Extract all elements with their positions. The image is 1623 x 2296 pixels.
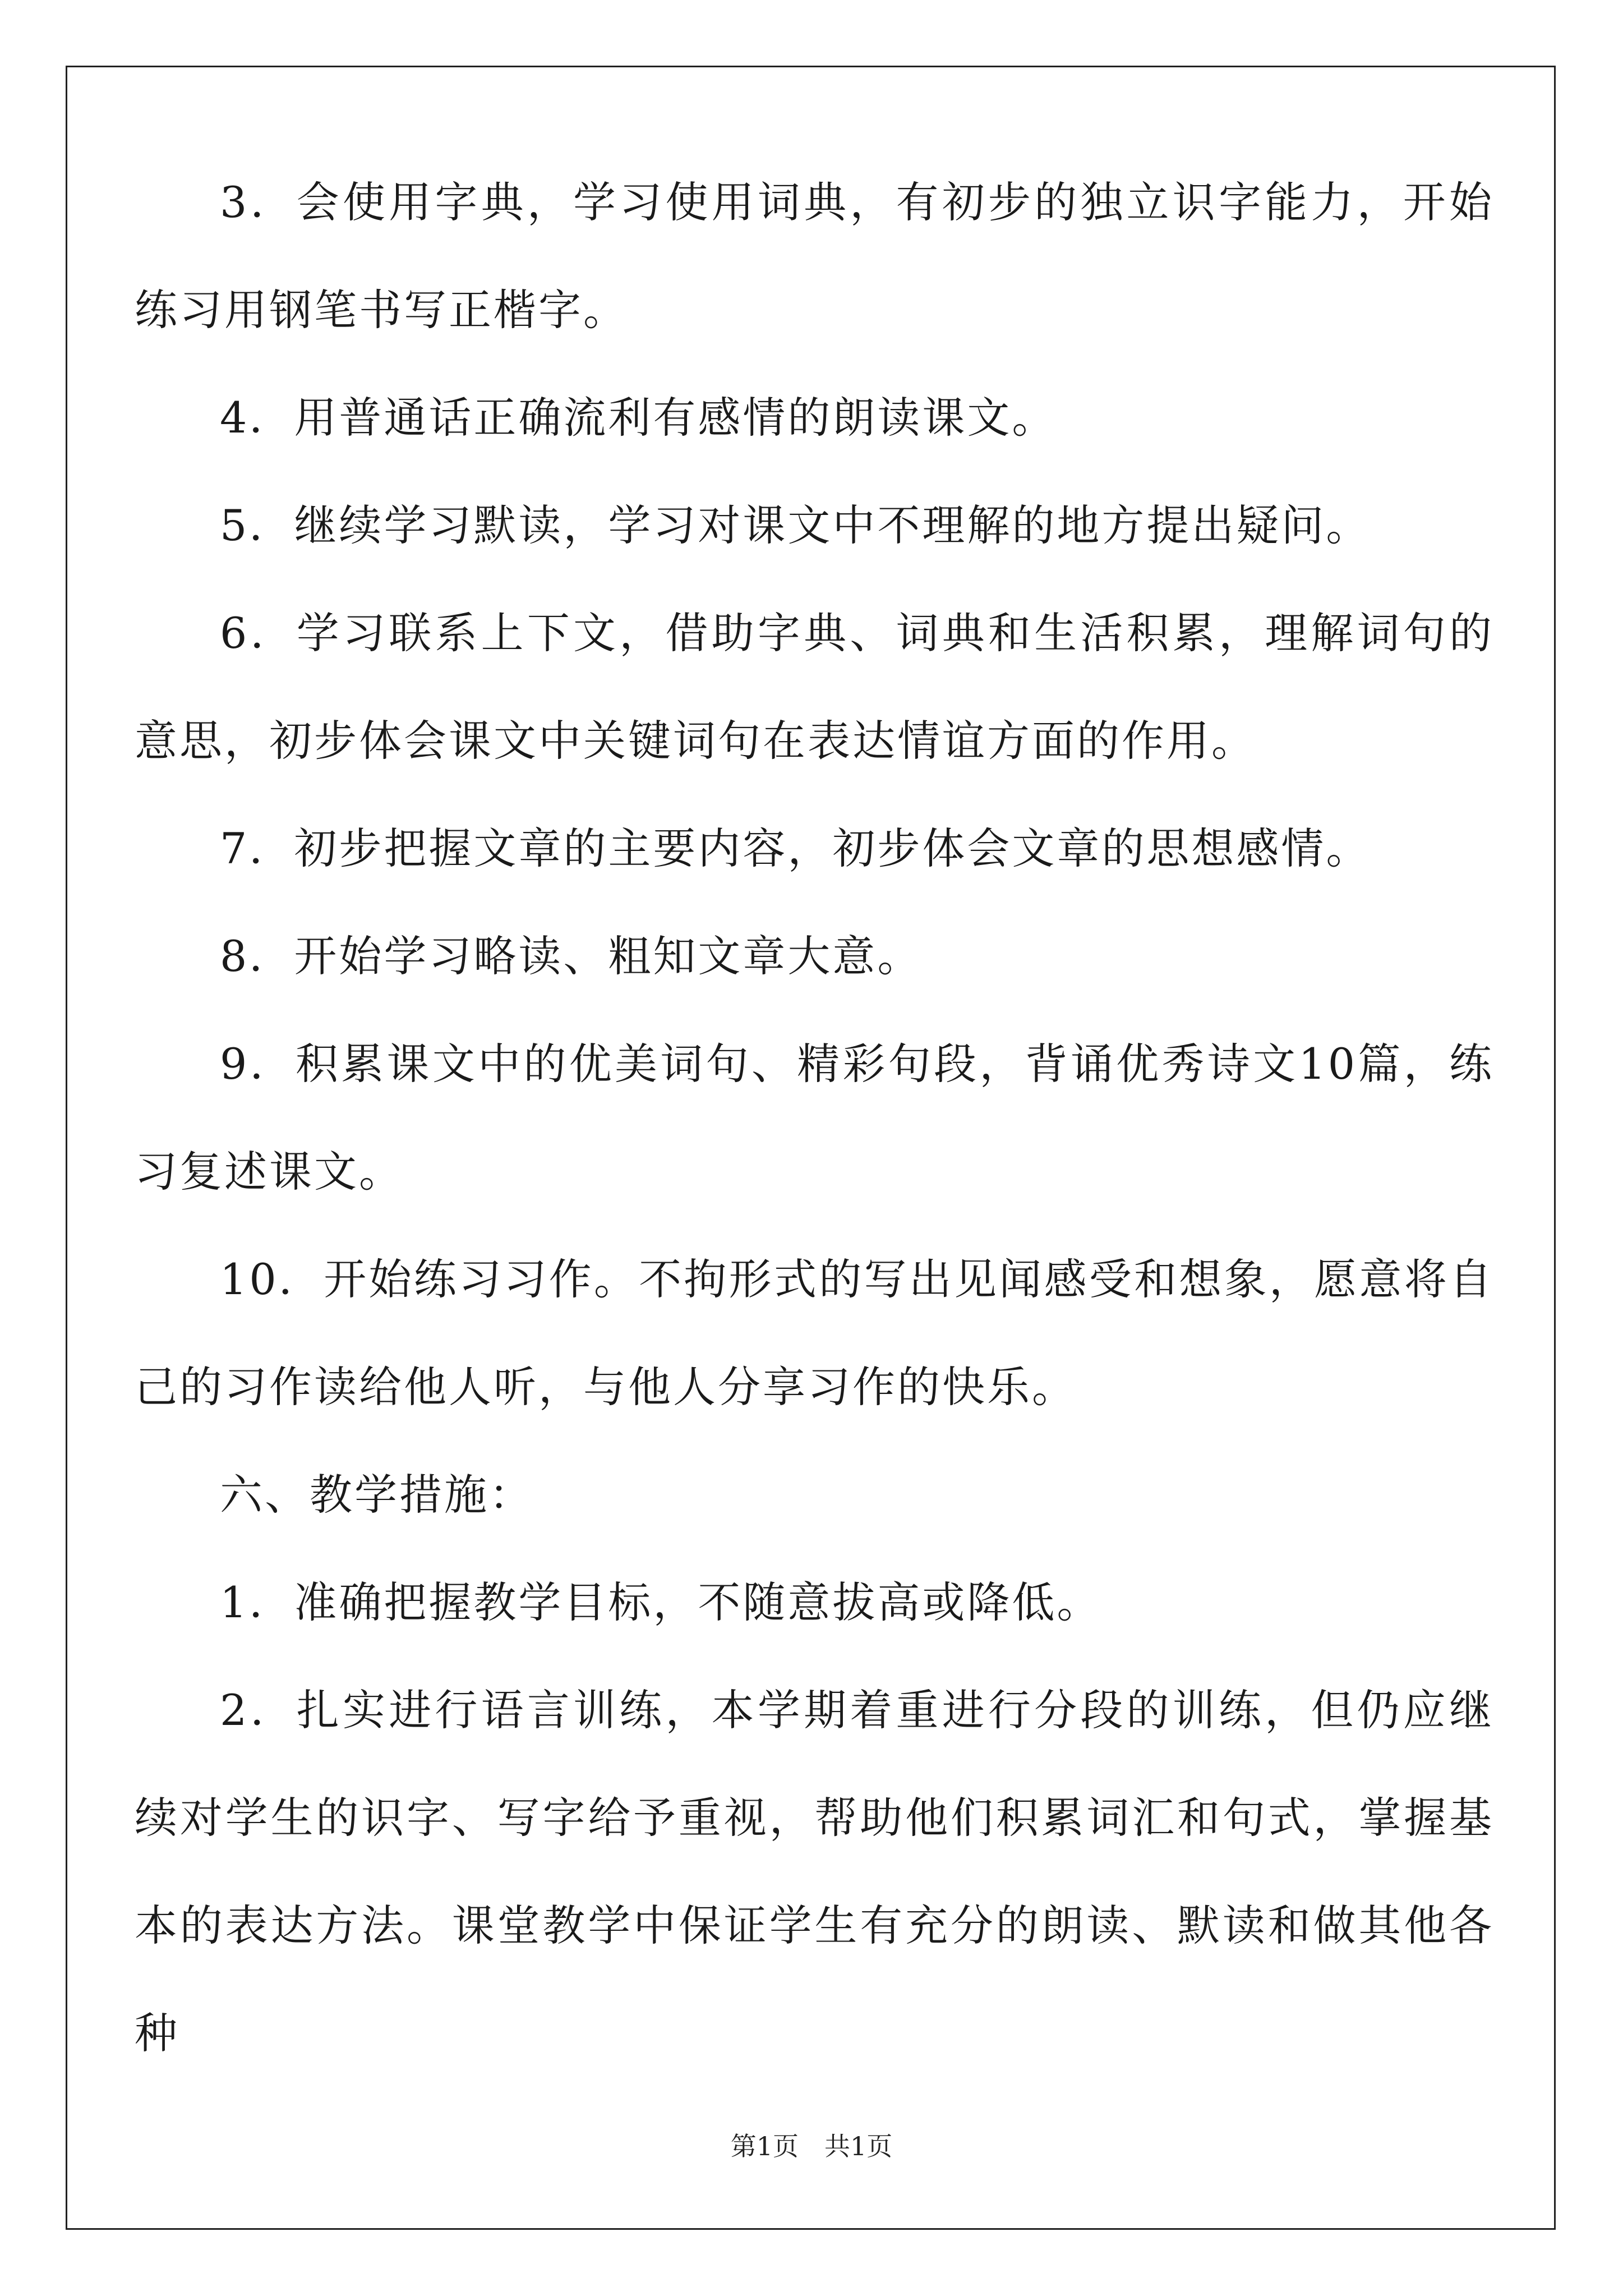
measure-item-2: 2．扎实进行语言训练，本学期着重进行分段的训练，但仍应继续对学生的识字、写字给予重视，帮助他们积累词汇和句式，掌握基本的表达方法。课堂教学中保证学生有充分的朗读、默读和做其他各种 bbox=[135, 1685, 1494, 2058]
document-body bbox=[135, 149, 1494, 2087]
paragraph-item-9: 9．积累课文中的优美词句、精彩句段，背诵优秀诗文10篇，练习复述课文。 bbox=[135, 1039, 1494, 1197]
paragraph-item-3: 3．会使用字典，学习使用词典，有初步的独立识字能力，开始练习用钢笔书写正楷字。 bbox=[135, 177, 1494, 335]
paragraph-item-5: 5．继续学习默读，学习对课文中不理解的地方提出疑问。 bbox=[220, 500, 1371, 550]
paragraph-item-10: 10．开始练习习作。不拘形式的写出见闻感受和想象，愿意将自己的习作读给他人听，与他人分享习作的快乐。 bbox=[135, 1254, 1494, 1412]
page-footer: 第1页 共1页 bbox=[730, 2131, 893, 2161]
paragraph-item-4: 4．用普通话正确流利有感情的朗读课文。 bbox=[220, 393, 1057, 443]
paragraph-item-6: 6．学习联系上下文，借助字典、词典和生活积累，理解词句的意思，初步体会课文中关键词句在表达情谊方面的作用。 bbox=[135, 608, 1494, 766]
section-heading-teaching-measures: 六、教学措施： bbox=[220, 1470, 534, 1520]
measure-item-1: 1．准确把握教学目标，不随意拔高或降低。 bbox=[220, 1577, 1102, 1627]
paragraph-item-7: 7．初步把握文章的主要内容，初步体会文章的思想感情。 bbox=[220, 823, 1371, 873]
paragraph-item-8: 8．开始学习略读、粗知文章大意。 bbox=[220, 931, 923, 981]
